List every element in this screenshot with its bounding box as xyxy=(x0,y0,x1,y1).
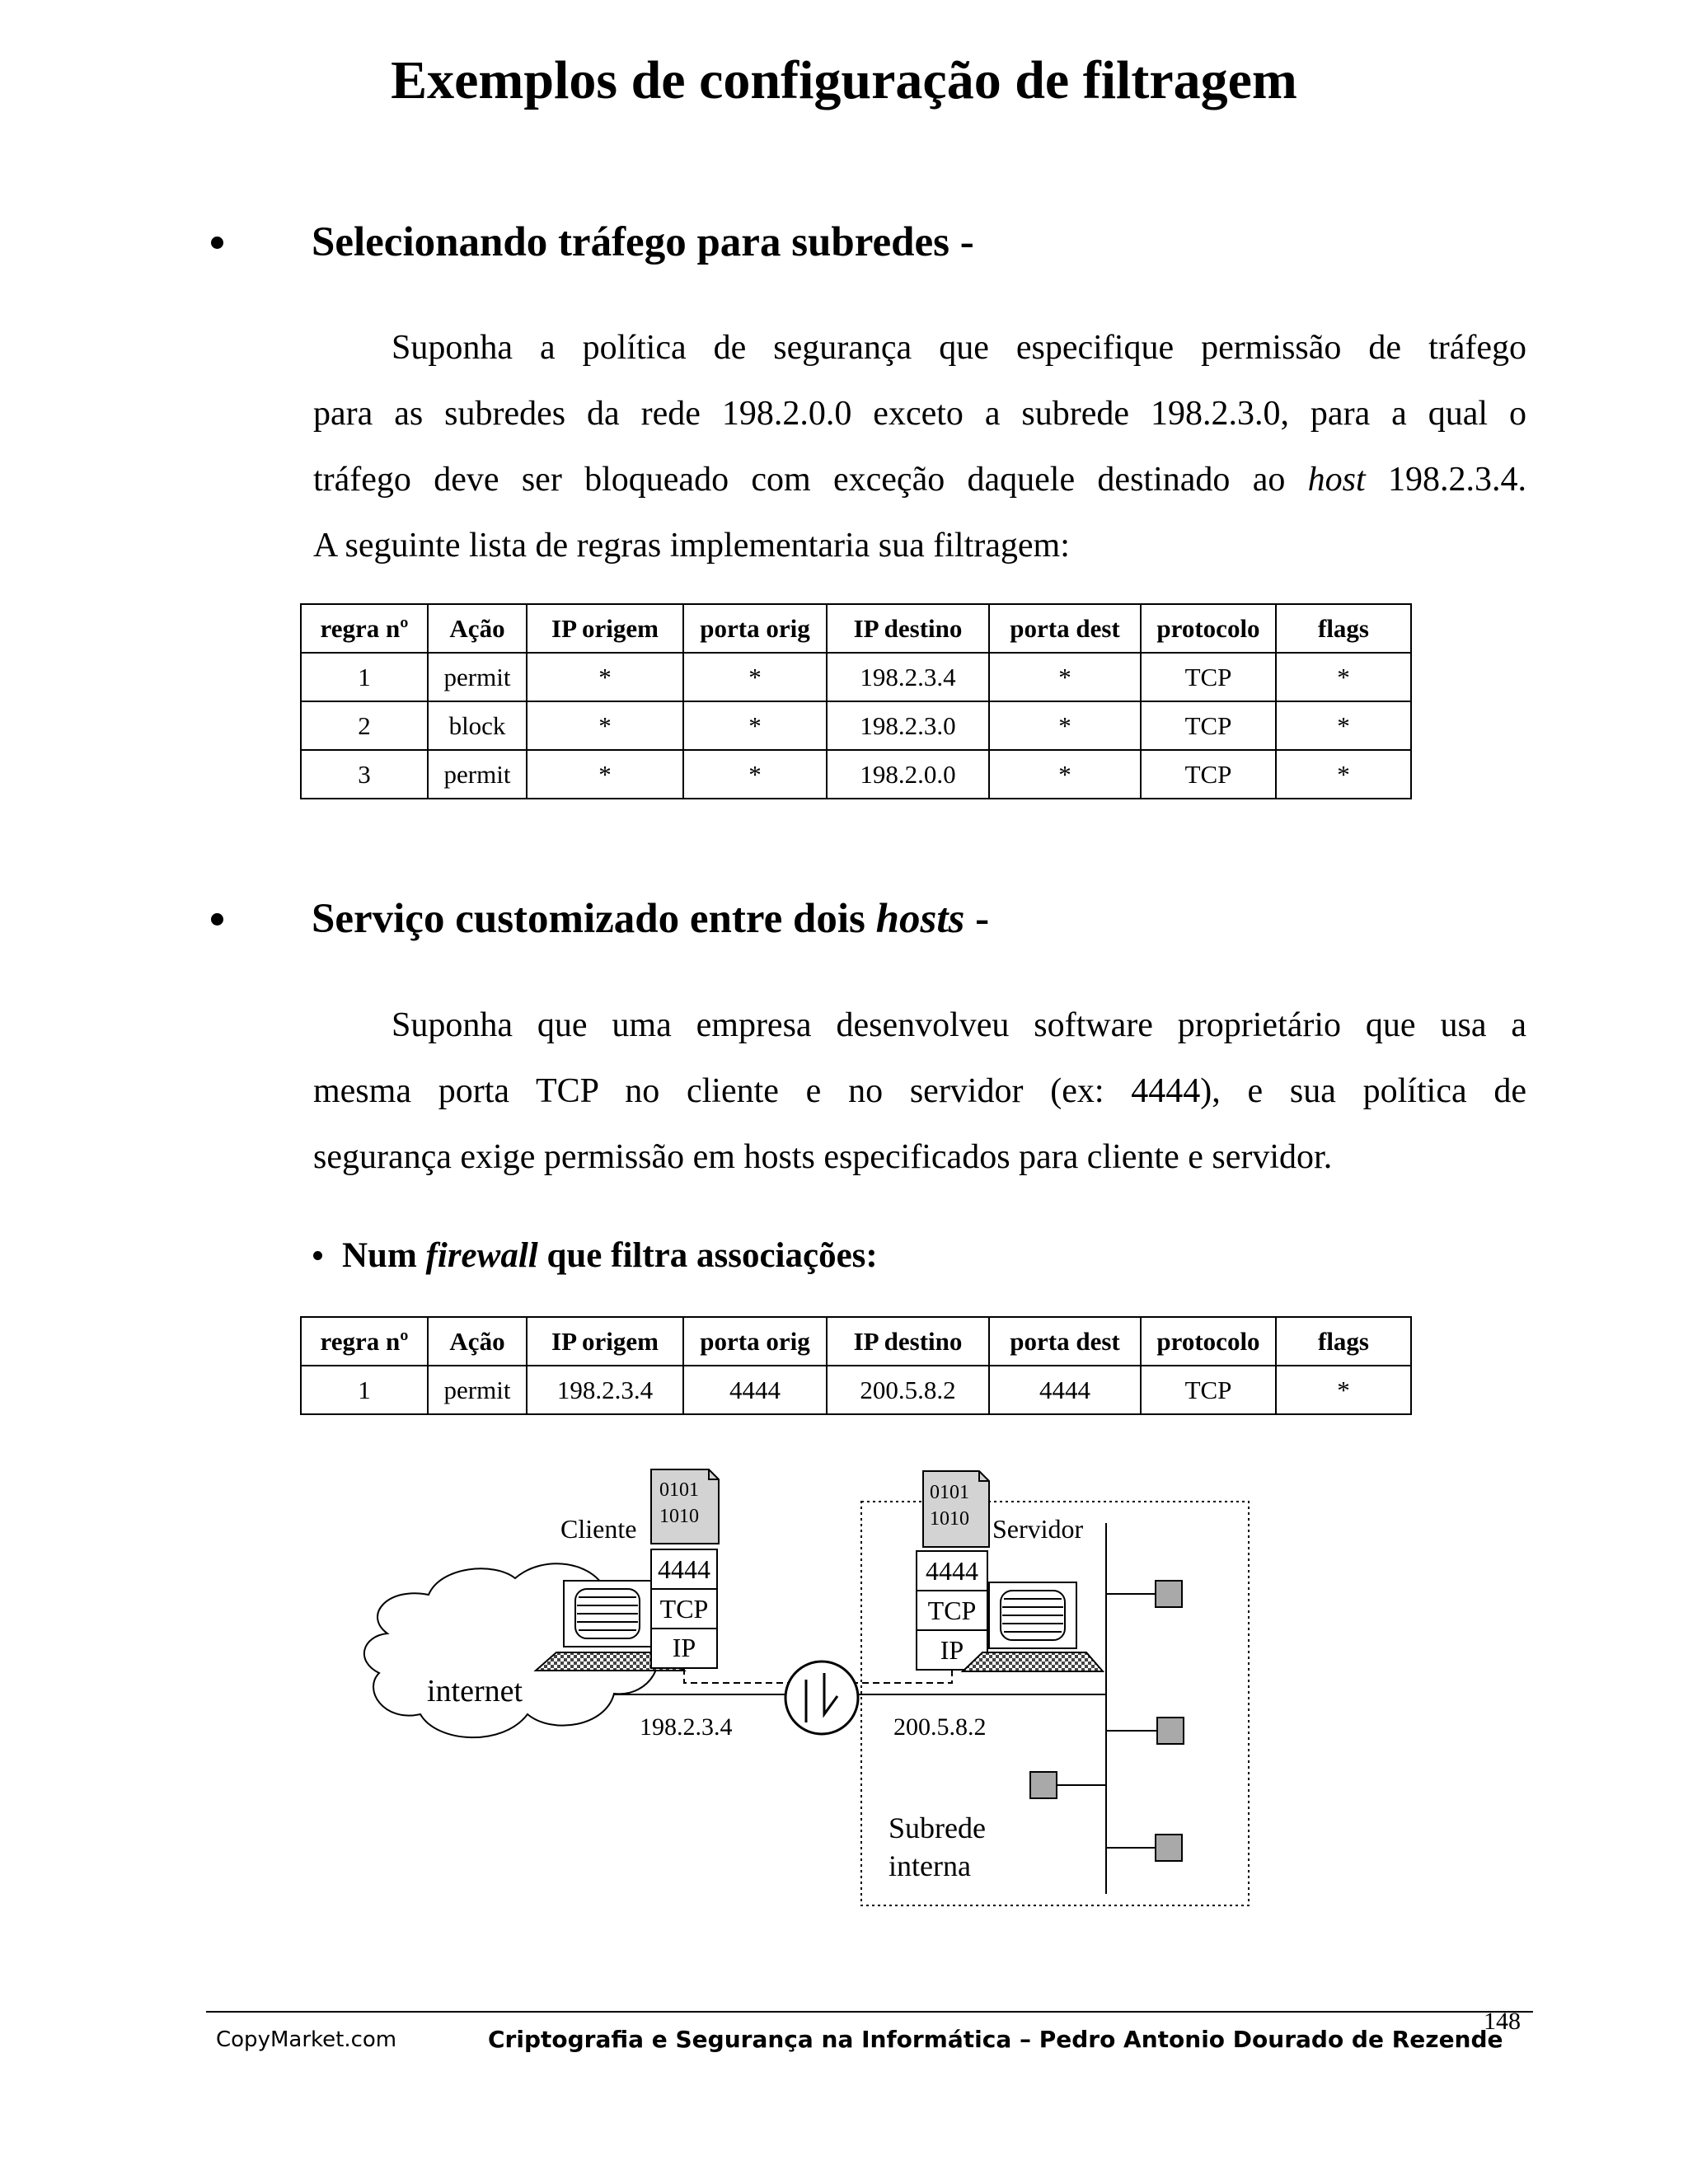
server-label: Servidor xyxy=(992,1514,1084,1544)
server-ip-label: 200.5.8.2 xyxy=(893,1713,987,1741)
table-cell: 1 xyxy=(301,653,428,701)
table-cell: * xyxy=(1276,701,1411,750)
table-cell: 4444 xyxy=(989,1366,1141,1414)
table-cell: * xyxy=(989,750,1141,799)
stack-layer-port: 4444 xyxy=(926,1556,978,1586)
table-header: porta orig xyxy=(683,1317,827,1366)
table-header: IP destino xyxy=(827,604,989,653)
table-header: regra nº xyxy=(301,604,428,653)
internal-host-icon xyxy=(1106,1835,1182,1861)
table-cell: 198.2.0.0 xyxy=(827,750,989,799)
firewall-icon xyxy=(785,1661,858,1734)
table-header: protocolo xyxy=(1141,1317,1276,1366)
table-cell: * xyxy=(989,701,1141,750)
table-header: IP origem xyxy=(527,604,683,653)
table-header: porta dest xyxy=(989,1317,1141,1366)
doc-line: 1010 xyxy=(930,1508,969,1530)
table-header: Ação xyxy=(428,604,527,653)
table-cell: 198.2.3.4 xyxy=(527,1366,683,1414)
internal-host-icon xyxy=(1106,1581,1182,1607)
table-cell: TCP xyxy=(1141,750,1276,799)
table-cell: 4444 xyxy=(683,1366,827,1414)
table-header: protocolo xyxy=(1141,604,1276,653)
subnet-label: interna xyxy=(889,1849,971,1882)
stack-layer-tcp: TCP xyxy=(927,1596,977,1625)
client-label: Cliente xyxy=(560,1514,637,1544)
table-header: Ação xyxy=(428,1317,527,1366)
table-cell: permit xyxy=(428,653,527,701)
table-cell: * xyxy=(989,653,1141,701)
table-header: flags xyxy=(1276,604,1411,653)
table-cell: TCP xyxy=(1141,1366,1276,1414)
table-cell: * xyxy=(527,701,683,750)
cloud-label: internet xyxy=(427,1674,523,1708)
footer-divider xyxy=(206,2011,1533,2013)
table-cell: TCP xyxy=(1141,653,1276,701)
table-cell: * xyxy=(683,750,827,799)
table-cell: 198.2.3.0 xyxy=(827,701,989,750)
section-heading: Serviço customizado entre dois hosts - xyxy=(312,896,990,942)
stack-layer-tcp: TCP xyxy=(659,1594,709,1624)
table-cell: 1 xyxy=(301,1366,428,1414)
table-cell: 198.2.3.4 xyxy=(827,653,989,701)
table-cell: * xyxy=(683,701,827,750)
section-paragraph: Suponha a política de segurança que especifique permissão de tráfego para as subredes da rede 198.2.0.0 exceto a subrede 198.2.3.0, para a qual o tráfego deve ser bloqueado com exceção daquele destinado ao host 198.2.3.4. A seguinte lista de regras implementaria sua filtragem: xyxy=(313,329,1526,565)
table-header: porta dest xyxy=(989,604,1141,653)
table-cell: * xyxy=(1276,1366,1411,1414)
table-cell: permit xyxy=(428,1366,527,1414)
footer-book-title: Criptografia e Segurança na Informática – Pedro Antonio Dourado de Rezende xyxy=(488,2026,1503,2053)
table-cell: 2 xyxy=(301,701,428,750)
stack-layer-ip: IP xyxy=(940,1635,964,1665)
client-protocol-stack xyxy=(651,1549,717,1668)
doc-line: 1010 xyxy=(659,1506,699,1527)
table-cell: * xyxy=(527,653,683,701)
table-header: flags xyxy=(1276,1317,1411,1366)
doc-line: 0101 xyxy=(659,1479,699,1501)
table-header: porta orig xyxy=(683,604,827,653)
section-paragraph: Suponha que uma empresa desenvolveu software proprietário que usa a mesma porta TCP no cliente e no servidor (ex: 4444), e sua política de segurança exige permissão em hosts especificados para cliente e servidor. xyxy=(313,1006,1526,1176)
stack-layer-ip: IP xyxy=(672,1633,696,1662)
internal-host-icon xyxy=(1106,1718,1184,1744)
table-header: regra nº xyxy=(301,1317,428,1366)
table-cell: * xyxy=(1276,653,1411,701)
table-header: IP destino xyxy=(827,1317,989,1366)
stack-layer-port: 4444 xyxy=(658,1554,710,1584)
subnet-label: Subrede xyxy=(889,1811,986,1844)
doc-line: 0101 xyxy=(930,1482,969,1503)
table-cell: * xyxy=(527,750,683,799)
table-cell: TCP xyxy=(1141,701,1276,750)
table-cell: 3 xyxy=(301,750,428,799)
page-number: 148 xyxy=(1484,2008,1521,2035)
internal-host-icon xyxy=(1030,1772,1106,1798)
section-heading: Selecionando tráfego para subredes - xyxy=(312,219,974,265)
page-title: Exemplos de configuração de filtragem xyxy=(391,50,1297,110)
table-cell: block xyxy=(428,701,527,750)
table-cell: 200.5.8.2 xyxy=(827,1366,989,1414)
client-ip-label: 198.2.3.4 xyxy=(640,1713,733,1741)
table-cell: permit xyxy=(428,750,527,799)
table-cell: * xyxy=(683,653,827,701)
client-data-doc-icon xyxy=(651,1469,719,1544)
footer-publisher: CopyMarket.com xyxy=(216,2027,397,2052)
sub-bullet: Num firewall que filtra associações: xyxy=(313,1233,878,1279)
server-data-doc-icon xyxy=(923,1471,989,1547)
table-header: IP origem xyxy=(527,1317,683,1366)
table-cell: * xyxy=(1276,750,1411,799)
server-protocol-stack xyxy=(917,1551,987,1670)
